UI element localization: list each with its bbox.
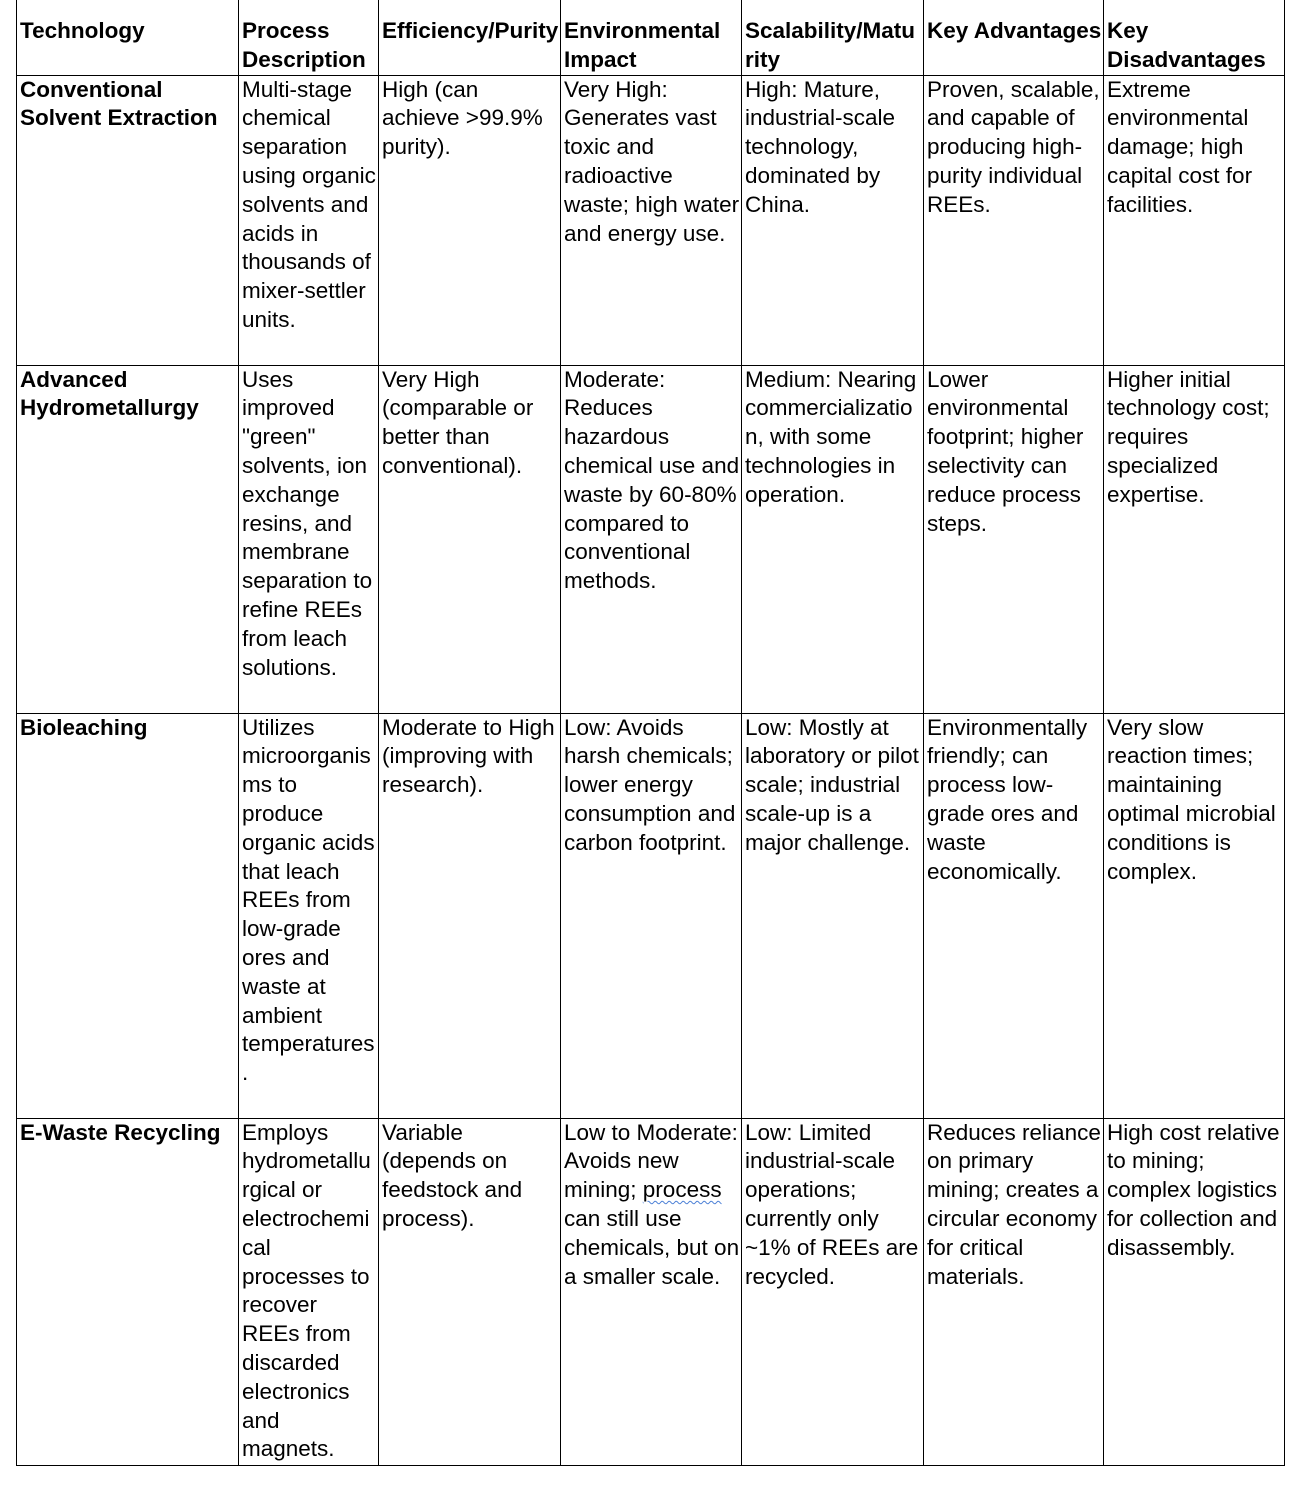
comparison-table [16,0,1285,1466]
cell-technology: Advanced Hydrometallurgy [17,365,239,713]
cell-key-advantages: Proven, scalable, and capable of producing high-purity individual REEs. [924,75,1104,365]
header-key-advantages: Key Advantages [924,0,1104,75]
cell-scalability-maturity: High: Mature, industrial-scale technology, dominated by China. [742,75,924,365]
cell-environmental-impact: Moderate: Reduces hazardous chemical use and waste by 60-80% compared to conventional methods. [561,365,742,713]
cell-scalability-maturity: Medium: Nearing commercialization, with some technologies in operation. [742,365,924,713]
cell-key-advantages: Environmentally friendly; can process low-grade ores and waste economically. [924,713,1104,1118]
table-row [17,365,1285,713]
header-process-description: Process Description [239,0,379,75]
header-key-disadvantages: Key Disadvantages [1104,0,1285,75]
cell-key-advantages: Reduces reliance on primary mining; creates a circular economy for critical materials. [924,1118,1104,1465]
table-row [17,1118,1285,1465]
cell-key-disadvantages: High cost relative to mining; complex logistics for collection and disassembly. [1104,1118,1285,1465]
table-row [17,75,1285,365]
cell-process-description: Multi-stage chemical separation using organic solvents and acids in thousands of mixer-settler units. [239,75,379,365]
cell-process-description: Employs hydrometallurgical or electrochemical processes to recover REEs from discarded electronics and magnets. [239,1118,379,1465]
cell-key-advantages: Lower environmental footprint; higher selectivity can reduce process steps. [924,365,1104,713]
cell-efficiency-purity: High (can achieve >99.9% purity). [379,75,561,365]
cell-key-disadvantages: Higher initial technology cost; requires specialized expertise. [1104,365,1285,713]
cell-technology: Bioleaching [17,713,239,1118]
cell-efficiency-purity: Variable (depends on feedstock and process). [379,1118,561,1465]
cell-efficiency-purity: Moderate to High (improving with research). [379,713,561,1118]
table-row [17,713,1285,1118]
cell-environmental-impact: Low: Avoids harsh chemicals; lower energy consumption and carbon footprint. [561,713,742,1118]
cell-process-description: Uses improved "green" solvents, ion exchange resins, and membrane separation to refine REEs from leach solutions. [239,365,379,713]
cell-efficiency-purity: Very High (comparable or better than conventional). [379,365,561,713]
header-environmental-impact: Environmental Impact [561,0,742,75]
cell-technology: Conventional Solvent Extraction [17,75,239,365]
cell-technology: E-Waste Recycling [17,1118,239,1465]
header-row [17,0,1285,75]
environmental-text-end: can still use chemicals, but on a smaller scale. [564,1205,740,1289]
cell-scalability-maturity: Low: Mostly at laboratory or pilot scale; industrial scale-up is a major challenge. [742,713,924,1118]
cell-key-disadvantages: Very slow reaction times; maintaining optimal microbial conditions is complex. [1104,713,1285,1118]
cell-environmental-impact: Very High: Generates vast toxic and radioactive waste; high water and energy use. [561,75,742,365]
cell-process-description: Utilizes microorganisms to produce organic acids that leach REEs from low-grade ores and waste at ambient temperatures. [239,713,379,1118]
header-scalability-maturity: Scalability/Maturity [742,0,924,75]
header-technology: Technology [17,0,239,75]
spellcheck-flagged-word[interactable]: process [642,1177,722,1203]
header-efficiency-purity: Efficiency/Purity [379,0,561,75]
cell-key-disadvantages: Extreme environmental damage; high capital cost for facilities. [1104,75,1285,365]
cell-environmental-impact [561,1118,742,1465]
environmental-text-start: Low to Moderate: Avoids new mining; [564,1119,738,1203]
cell-scalability-maturity: Low: Limited industrial-scale operations; currently only ~1% of REEs are recycled. [742,1118,924,1465]
